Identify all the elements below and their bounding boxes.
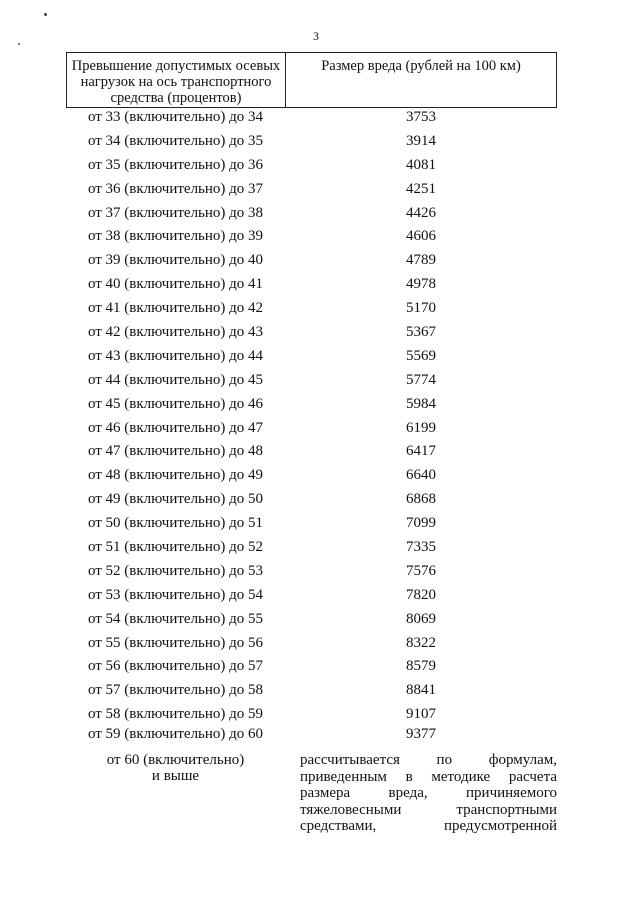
damage-value-cell: 8069 (406, 610, 436, 627)
table-body (66, 108, 557, 745)
table-row (66, 299, 557, 323)
table-row (66, 705, 557, 725)
range-cell: от 36 (включительно) до 37 (87, 180, 264, 197)
table-row (66, 227, 557, 251)
range-cell: от 45 (включительно) до 46 (87, 395, 264, 412)
damage-value-cell: 7335 (406, 539, 436, 556)
table-row (66, 586, 557, 610)
note-line: рассчитывается по формулам, (300, 752, 557, 768)
note-line: приведенным в методике расчета (300, 768, 557, 785)
table-row (66, 180, 557, 204)
range-cell: от 46 (включительно) до 47 (87, 419, 264, 436)
damage-value-cell: 8841 (406, 682, 436, 699)
range-cell: от 53 (включительно) до 54 (87, 586, 264, 603)
range-cell: от 35 (включительно) до 36 (87, 156, 264, 173)
damage-value-cell: 7576 (406, 562, 436, 579)
damage-value-cell: 6640 (406, 467, 436, 484)
table-row (66, 251, 557, 275)
table-row (66, 634, 557, 658)
table-header (66, 52, 557, 108)
table-row (66, 514, 557, 538)
table-row (66, 275, 557, 299)
table-row (66, 156, 557, 180)
table-row (66, 395, 557, 419)
table-row (66, 681, 557, 705)
damage-value-cell: 5984 (406, 395, 436, 412)
table-row (66, 538, 557, 562)
table-row (66, 204, 557, 228)
range-cell: от 54 (включительно) до 55 (87, 610, 264, 627)
header-overload-percent: Превышение допустимых осевых нагрузок на ось транспортного средства (процентов) (67, 53, 286, 107)
table-row (66, 132, 557, 156)
damage-value-cell: 5367 (406, 324, 436, 341)
range-cell: от 44 (включительно) до 45 (87, 371, 264, 388)
range-cell: от 47 (включительно) до 48 (87, 443, 264, 460)
damage-value-cell: 7820 (406, 586, 436, 603)
table-row (66, 466, 557, 490)
table-row (66, 610, 557, 634)
table-row (66, 725, 557, 745)
range-cell: от 48 (включительно) до 49 (87, 467, 264, 484)
range-cell: от 37 (включительно) до 38 (87, 204, 264, 221)
damage-value-cell: 5774 (406, 371, 436, 388)
range-line: и выше (151, 768, 200, 784)
damage-value-cell: 9377 (406, 726, 436, 743)
range-cell: от 50 (включительно) до 51 (87, 515, 264, 532)
damage-value-cell: 5170 (406, 300, 436, 317)
note-line: тяжеловесными транспортными (300, 801, 557, 818)
range-cell: от 49 (включительно) до 50 (87, 491, 264, 508)
range-cell: от 34 (включительно) до 35 (87, 132, 264, 149)
range-cell: от 40 (включительно) до 41 (87, 276, 264, 293)
scan-speck (44, 13, 47, 16)
damage-value-cell: 9107 (406, 706, 436, 723)
range-line: от 60 (включительно) (106, 752, 245, 768)
damage-value-cell: 8322 (406, 634, 436, 651)
range-cell: от 41 (включительно) до 42 (87, 300, 264, 317)
damage-value-cell: 4426 (406, 204, 436, 221)
table-row (66, 657, 557, 681)
range-cell: от 42 (включительно) до 43 (87, 324, 264, 341)
table-row (66, 442, 557, 466)
damage-value-cell: 3753 (406, 109, 436, 125)
range-cell: от 39 (включительно) до 40 (87, 252, 264, 269)
table-row (66, 347, 557, 371)
table-row (66, 323, 557, 347)
damage-value-cell: 4251 (406, 180, 436, 197)
table-row (66, 419, 557, 443)
note-line: размера вреда, причиняемого (300, 785, 557, 802)
damage-value-cell: 4606 (406, 228, 436, 245)
range-cell: от 43 (включительно) до 44 (87, 347, 264, 364)
table-row (66, 371, 557, 395)
range-cell: от 58 (включительно) до 59 (87, 706, 264, 723)
table-row-last (66, 752, 557, 835)
damage-value-cell: 7099 (406, 515, 436, 532)
page-number: 3 (313, 29, 319, 43)
range-cell: от 33 (включительно) до 34 (87, 109, 264, 125)
damage-value-cell: 6417 (406, 443, 436, 460)
damage-value-cell: 4978 (406, 276, 436, 293)
damage-value-cell: 5569 (406, 347, 436, 364)
table-row (66, 562, 557, 586)
note-line: средствами, предусмотренной (300, 818, 557, 835)
range-cell: от 57 (включительно) до 58 (87, 682, 264, 699)
range-cell: от 56 (включительно) до 57 (87, 658, 264, 675)
calculation-note (285, 752, 557, 835)
header-damage-amount: Размер вреда (рублей на 100 км) (321, 58, 521, 74)
range-cell: от 52 (включительно) до 53 (87, 562, 264, 579)
range-cell: от 51 (включительно) до 52 (87, 539, 264, 556)
damage-value-cell: 3914 (406, 132, 436, 149)
damage-value-cell: 6868 (406, 491, 436, 508)
damage-value-cell: 4789 (406, 252, 436, 269)
range-cell: от 38 (включительно) до 39 (87, 228, 264, 245)
damage-value-cell: 8579 (406, 658, 436, 675)
range-cell-last (66, 752, 285, 835)
damage-value-cell: 4081 (406, 156, 436, 173)
range-cell: от 59 (включительно) до 60 (87, 726, 264, 743)
range-cell: от 55 (включительно) до 56 (87, 634, 264, 651)
damage-value-cell: 6199 (406, 419, 436, 436)
table-row (66, 490, 557, 514)
table-row (66, 108, 557, 132)
